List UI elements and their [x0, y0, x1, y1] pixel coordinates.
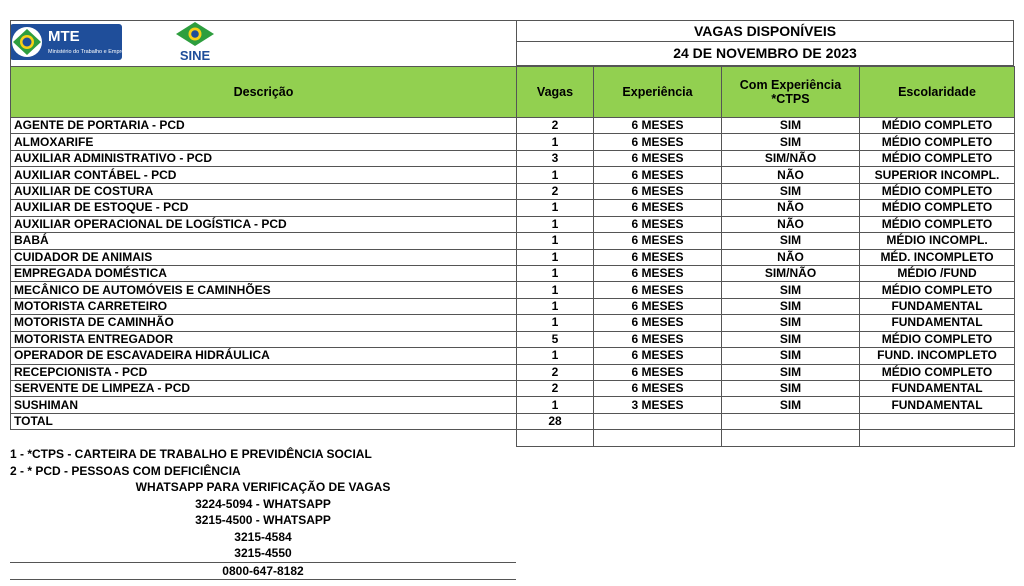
job-experience: 6 MESES — [594, 249, 722, 265]
job-title: AUXILIAR CONTÁBEL - PCD — [11, 167, 517, 183]
sine-logo — [172, 20, 218, 64]
job-experience: 6 MESES — [594, 200, 722, 216]
job-title: SERVENTE DE LIMPEZA - PCD — [11, 381, 517, 397]
blank-cell — [860, 430, 1015, 446]
job-vacancies: 2 — [517, 381, 594, 397]
job-experience: 6 MESES — [594, 282, 722, 298]
job-ctps: SIM/NÃO — [722, 265, 860, 281]
job-education: MÉDIO COMPLETO — [860, 331, 1015, 347]
job-education: MÉDIO COMPLETO — [860, 134, 1015, 150]
job-ctps: SIM — [722, 397, 860, 413]
note-ctps: 1 - *CTPS - CARTEIRA DE TRABALHO E PREVIDÊNCIA SOCIAL — [10, 447, 372, 461]
job-experience: 6 MESES — [594, 167, 722, 183]
job-ctps: SIM — [722, 315, 860, 331]
job-education: FUND. INCOMPLETO — [860, 348, 1015, 364]
job-title: AUXILIAR ADMINISTRATIVO - PCD — [11, 150, 517, 166]
total-empty-cell — [594, 413, 722, 429]
job-experience: 6 MESES — [594, 381, 722, 397]
job-experience: 6 MESES — [594, 233, 722, 249]
total-vagas: 28 — [517, 413, 594, 429]
job-title: AUXILIAR OPERACIONAL DE LOGÍSTICA - PCD — [11, 216, 517, 232]
table-row — [11, 118, 1015, 134]
job-title: MOTORISTA CARRETEIRO — [11, 298, 517, 314]
col-header-descricao: Descrição — [11, 67, 517, 118]
job-ctps: SIM — [722, 183, 860, 199]
mte-logo — [10, 24, 131, 60]
total-label: TOTAL — [11, 413, 517, 429]
job-education: MÉDIO /FUND — [860, 265, 1015, 281]
job-vacancies: 2 — [517, 364, 594, 380]
table-row — [11, 150, 1015, 166]
job-education: MÉDIO COMPLETO — [860, 200, 1015, 216]
job-ctps: SIM — [722, 118, 860, 134]
job-vacancies: 1 — [517, 134, 594, 150]
job-vacancies: 3 — [517, 150, 594, 166]
job-title: AUXILIAR DE ESTOQUE - PCD — [11, 200, 517, 216]
table-row — [11, 134, 1015, 150]
table-row-blank — [11, 430, 1015, 446]
job-education: SUPERIOR INCOMPL. — [860, 167, 1015, 183]
job-title: AGENTE DE PORTARIA - PCD — [11, 118, 517, 134]
job-vacancies: 1 — [517, 216, 594, 232]
table-row — [11, 183, 1015, 199]
blank-cell — [11, 430, 517, 446]
job-experience: 6 MESES — [594, 331, 722, 347]
col-header-escolaridade: Escolaridade — [860, 67, 1015, 118]
blank-cell — [517, 430, 594, 446]
job-ctps: SIM — [722, 134, 860, 150]
vacancies-table — [10, 66, 1015, 447]
job-ctps: SIM/NÃO — [722, 150, 860, 166]
job-vacancies: 1 — [517, 348, 594, 364]
job-ctps: SIM — [722, 364, 860, 380]
mte-logo-subtext: Ministério do Trabalho e Emprego — [48, 49, 131, 55]
table-row — [11, 348, 1015, 364]
job-education: MÉDIO COMPLETO — [860, 183, 1015, 199]
job-experience: 6 MESES — [594, 118, 722, 134]
table-row — [11, 216, 1015, 232]
note-pcd: 2 - * PCD - PESSOAS COM DEFICIÊNCIA — [10, 463, 241, 478]
job-title: MOTORISTA DE CAMINHÃO — [11, 315, 517, 331]
col-header-experiencia: Experiência — [594, 67, 722, 118]
job-ctps: SIM — [722, 282, 860, 298]
total-empty-cell — [722, 413, 860, 429]
table-row — [11, 200, 1015, 216]
job-title: MOTORISTA ENTREGADOR — [11, 331, 517, 347]
job-education: MÉDIO COMPLETO — [860, 150, 1015, 166]
note-whatsapp-heading: WHATSAPP PARA VERIFICAÇÃO DE VAGAS — [135, 480, 391, 494]
job-vacancies: 1 — [517, 249, 594, 265]
job-title: EMPREGADA DOMÉSTICA — [11, 265, 517, 281]
job-vacancies: 1 — [517, 282, 594, 298]
phone-number: 0800-647-8182 — [10, 562, 516, 581]
header-left-rule — [10, 20, 11, 66]
table-row — [11, 249, 1015, 265]
phone-number: 3224-5094 - WHATSAPP — [195, 496, 331, 511]
sine-logo-text: SINE — [179, 48, 211, 63]
col-header-vagas: Vagas — [517, 67, 594, 118]
table-row — [11, 282, 1015, 298]
job-education: FUNDAMENTAL — [860, 315, 1015, 331]
job-education: FUNDAMENTAL — [860, 298, 1015, 314]
job-title: OPERADOR DE ESCAVADEIRA HIDRÁULICA — [11, 348, 517, 364]
job-experience: 6 MESES — [594, 298, 722, 314]
table-row — [11, 315, 1015, 331]
page-date: 24 DE NOVEMBRO DE 2023 — [516, 42, 1014, 66]
job-ctps: NÃO — [722, 167, 860, 183]
job-vacancies: 1 — [517, 315, 594, 331]
job-experience: 3 MESES — [594, 397, 722, 413]
table-row — [11, 233, 1015, 249]
job-vacancies: 1 — [517, 298, 594, 314]
job-experience: 6 MESES — [594, 265, 722, 281]
job-education: MÉD. INCOMPLETO — [860, 249, 1015, 265]
job-education: MÉDIO INCOMPL. — [860, 233, 1015, 249]
job-ctps: SIM — [722, 298, 860, 314]
job-experience: 6 MESES — [594, 183, 722, 199]
job-experience: 6 MESES — [594, 134, 722, 150]
blank-cell — [722, 430, 860, 446]
job-education: MÉDIO COMPLETO — [860, 282, 1015, 298]
job-ctps: SIM — [722, 348, 860, 364]
col-header-ctps: Com Experiência *CTPS — [722, 67, 860, 118]
table-body — [11, 118, 1015, 447]
job-education: MÉDIO COMPLETO — [860, 364, 1015, 380]
job-title: ALMOXARIFE — [11, 134, 517, 150]
job-vacancies: 5 — [517, 331, 594, 347]
job-title: SUSHIMAN — [11, 397, 517, 413]
table-row-total — [11, 413, 1015, 429]
phone-number: 3215-4584 — [234, 529, 292, 544]
job-vacancies: 1 — [517, 265, 594, 281]
blank-cell — [594, 430, 722, 446]
table-row — [11, 364, 1015, 380]
job-experience: 6 MESES — [594, 150, 722, 166]
job-ctps: SIM — [722, 381, 860, 397]
job-vacancies: 1 — [517, 397, 594, 413]
phone-number: 3215-4550 — [234, 546, 292, 560]
job-experience: 6 MESES — [594, 348, 722, 364]
page-title: VAGAS DISPONÍVEIS — [516, 20, 1014, 42]
table-row — [11, 167, 1015, 183]
job-education: FUNDAMENTAL — [860, 381, 1015, 397]
job-experience: 6 MESES — [594, 364, 722, 380]
job-ctps: NÃO — [722, 249, 860, 265]
table-row — [11, 265, 1015, 281]
notes-section — [10, 446, 516, 580]
job-ctps: SIM — [722, 331, 860, 347]
job-vacancies: 1 — [517, 233, 594, 249]
job-ctps: NÃO — [722, 200, 860, 216]
mte-logo-text: MTE — [48, 28, 80, 45]
job-ctps: SIM — [722, 233, 860, 249]
job-education: MÉDIO COMPLETO — [860, 216, 1015, 232]
job-title: RECEPCIONISTA - PCD — [11, 364, 517, 380]
table-row — [11, 397, 1015, 413]
job-title: AUXILIAR DE COSTURA — [11, 183, 517, 199]
job-ctps: NÃO — [722, 216, 860, 232]
job-vacancies: 1 — [517, 200, 594, 216]
total-empty-cell — [860, 413, 1015, 429]
table-row — [11, 331, 1015, 347]
job-education: FUNDAMENTAL — [860, 397, 1015, 413]
job-title: CUIDADOR DE ANIMAIS — [11, 249, 517, 265]
table-header-row — [11, 67, 1015, 118]
table-row — [11, 298, 1015, 314]
phone-number: 3215-4500 - WHATSAPP — [195, 513, 331, 527]
job-vacancies: 1 — [517, 167, 594, 183]
job-education: MÉDIO COMPLETO — [860, 118, 1015, 134]
job-vacancies: 2 — [517, 118, 594, 134]
job-title: BABÁ — [11, 233, 517, 249]
header-top-rule — [10, 20, 516, 21]
table-row — [11, 381, 1015, 397]
job-title: MECÂNICO DE AUTOMÓVEIS E CAMINHÕES — [11, 282, 517, 298]
job-experience: 6 MESES — [594, 315, 722, 331]
job-vacancies: 2 — [517, 183, 594, 199]
job-experience: 6 MESES — [594, 216, 722, 232]
